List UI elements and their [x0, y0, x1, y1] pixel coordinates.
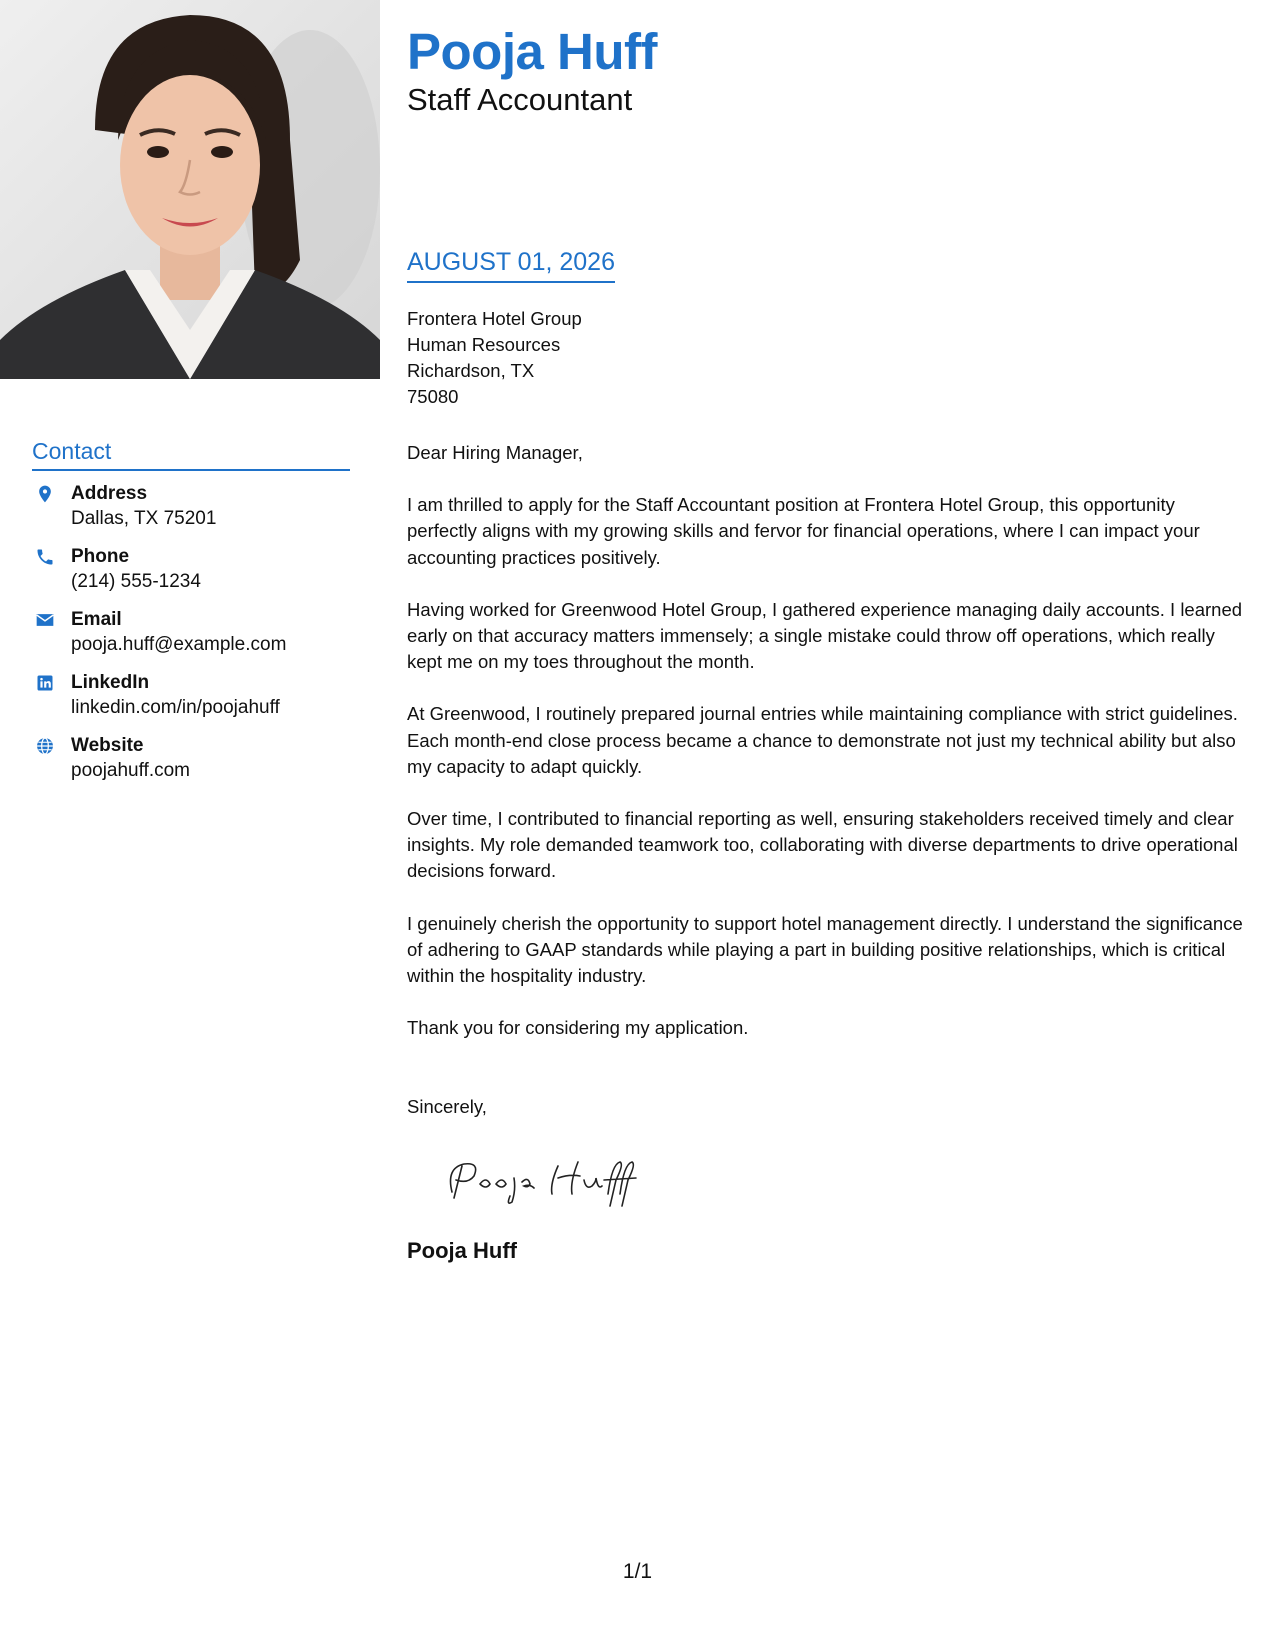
contact-item-linkedin	[32, 671, 362, 734]
letter-body	[407, 440, 1247, 1067]
contact-value-linkedin[interactable]: linkedin.com/in/poojahuff	[71, 697, 280, 718]
job-title: Staff Accountant	[407, 82, 633, 117]
contact-value-phone: (214) 555-1234	[71, 571, 201, 592]
contact-value-email[interactable]: pooja.huff@example.com	[71, 634, 287, 655]
recipient-line: Frontera Hotel Group	[407, 308, 582, 329]
letter-paragraph: I genuinely cherish the opportunity to support hotel management directly. I understand the significance of adhering to GAAP standards while playing a part in building positive relationships, which is critical within the hospitality industry.	[407, 912, 1243, 987]
portrait-illustration	[0, 0, 380, 379]
contact-item-website	[32, 734, 362, 797]
contact-list	[32, 482, 362, 797]
contact-value-website[interactable]: poojahuff.com	[71, 760, 191, 781]
letter-paragraph: At Greenwood, I routinely prepared journal entries while maintaining compliance with strict guidelines. Each month-end close process became a chance to demonstrate not just my technical ability but also my capacity to adapt quickly.	[407, 703, 1238, 777]
contact-heading: Contact	[32, 438, 350, 471]
contact-value-address: Dallas, TX 75201	[71, 508, 217, 529]
contact-item-address	[32, 482, 362, 545]
recipient-line: Richardson, TX	[407, 360, 535, 381]
handwritten-signature	[440, 1150, 640, 1210]
letter-paragraph: Over time, I contributed to financial reporting as well, ensuring stakeholders received timely and clear insights. My role demanded teamwork too, collaborating with diverse departments to drive operational decisions forward.	[407, 808, 1238, 882]
letter-paragraph: Thank you for considering my application.	[407, 1017, 749, 1039]
letter-paragraph: I am thrilled to apply for the Staff Accountant position at Frontera Hotel Group, this opportunity perfectly aligns with my growing skills and fervor for financial operations, where I can impact your accounting practices positively.	[407, 494, 1200, 568]
contact-item-phone	[32, 545, 362, 608]
profile-photo	[0, 0, 380, 379]
phone-icon	[35, 547, 55, 567]
location-pin-icon	[35, 484, 55, 504]
email-icon	[35, 610, 55, 630]
linkedin-icon	[35, 673, 55, 693]
contact-label: Phone	[71, 546, 130, 567]
contact-label: Website	[71, 735, 144, 756]
signed-name: Pooja Huff	[407, 1238, 517, 1263]
contact-label: LinkedIn	[71, 672, 150, 693]
contact-label: Address	[71, 483, 148, 504]
page-number: 1/1	[622, 1560, 653, 1583]
applicant-name: Pooja Huff	[407, 23, 657, 80]
closing: Sincerely,	[407, 1096, 487, 1117]
globe-icon	[35, 736, 55, 756]
recipient-address	[407, 306, 582, 410]
letter-date: AUGUST 01, 2026	[407, 248, 615, 283]
contact-label: Email	[71, 609, 122, 630]
recipient-line: Human Resources	[407, 334, 561, 355]
letter-paragraph: Having worked for Greenwood Hotel Group, I gathered experience managing daily accounts. I learned early on that accuracy matters immensely; a single mistake could throw off operations, which really kept me on my toes throughout the month.	[407, 598, 1243, 673]
recipient-line: 75080	[407, 386, 459, 407]
salutation: Dear Hiring Manager,	[407, 442, 583, 463]
contact-item-email	[32, 608, 362, 671]
